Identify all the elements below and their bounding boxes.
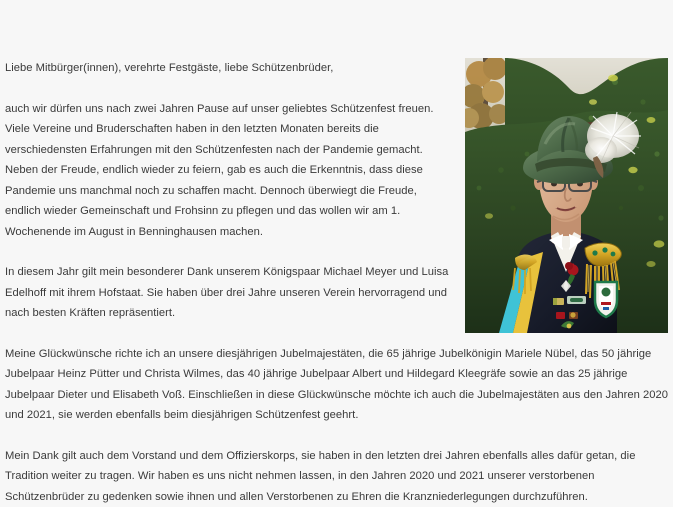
paragraph-greeting: Liebe Mitbürger(innen), verehrte Festgäste, liebe Schützenbrüder, [5,58,668,79]
photo-illustration [465,58,668,333]
shield-crest [595,282,617,317]
schuetzenbruder-photo [465,58,668,333]
paragraph-vorstand-dank: Mein Dank gilt auch dem Vorstand und dem Offizierskorps, sie haben in den letzten drei Jahren ebenfalls alles dafür getan, die Tradition weiter zu tragen. Wir haben es uns nicht nehmen lassen, in den Jahren 2020 und 2021 unserer verstorbenen Schützenbrüder zu gedenken sowie ihnen und allen Verstorbenen zu Ehren die Kranzniederlegungen durchzuführen. [5,446,668,507]
paragraph-jubelmajestaeten: Meine Glückwünsche richte ich an unsere diesjährigen Jubelmajestäten, die 65 jährige Jubelkönigin Mariele Nübel, das 50 jährige Jubelpaar Heinz Pütter und Christa Wilmes, das 40 jährige Jubelpaar Albert und Hildegard Kleegräfe sowie an das 25 jährige Jubelpaar Dieter und Elisabeth Voß. Einschließen in diese Glückwünsche möchte ich auch die Jubelmajestäten aus den Jahren 2020 und 2021, sie werden ebenfalls beim diesjährigen Schützenfest geehrt. [5,344,668,426]
tree-foliage [465,58,509,129]
paragraph-schuetzenfest-freude: auch wir dürfen uns nach zwei Jahren Pause auf unser geliebtes Schützenfest freuen. Viele Vereine und Bruderschaften haben in den letzten Monaten bereits die verschiedensten Erfahrungen mit den Schützenfesten nach der Pandemie gemacht. Neben der Freude, endlich wieder zu feiern, gab es auch die Erkenntnis, dass diese Pandemie uns manchmal noch zu schaffen macht. Dennoch überwiegt die Freude, endlich wieder Gemeinschaft und Frohsinn zu pflegen und das wollen wir am 1. Wochenende im August in Benninghausen machen. [5,99,668,243]
paragraph-koenigspaar-dank: In diesem Jahr gilt mein besonderer Dank unserem Königspaar Michael Meyer und Luisa Edelhoff mit ihrem Hofstaat. Sie haben über drei Jahre unseren Verein hervorragend und nach besten Kräften repräsentiert. [5,262,668,324]
